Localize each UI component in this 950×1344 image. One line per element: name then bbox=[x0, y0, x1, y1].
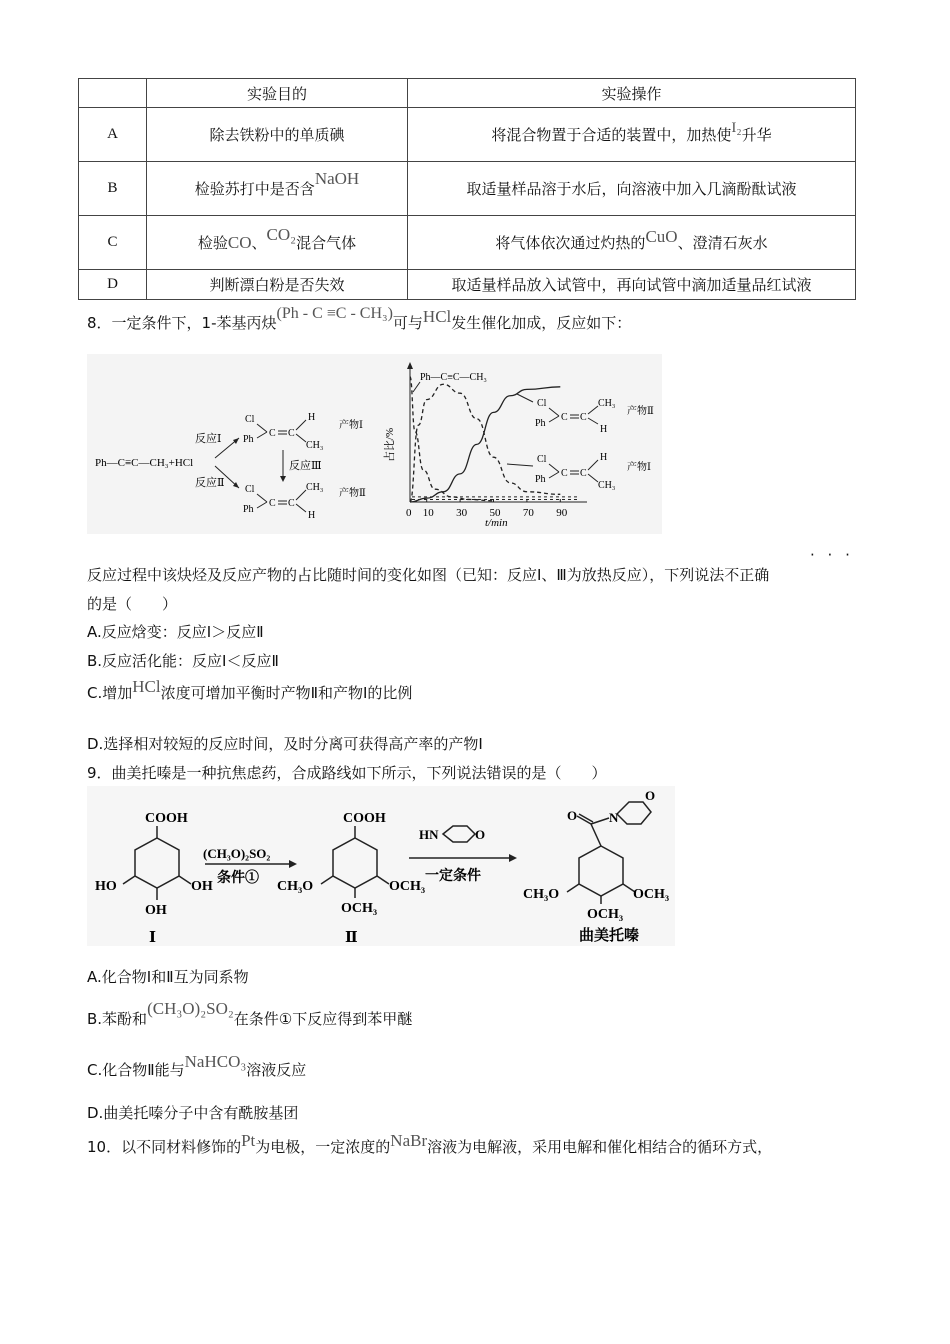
product-2-label: 产物Ⅱ bbox=[339, 488, 366, 499]
table-row bbox=[79, 108, 856, 162]
option-text: 在条件①下反应得到苯甲醚 bbox=[233, 1010, 413, 1028]
chem-formula: NaBr bbox=[390, 1131, 428, 1150]
reaction-3-label: 反应Ⅲ bbox=[289, 460, 322, 472]
table-header-operation: 实验操作 bbox=[408, 79, 856, 108]
chem-formula: CO bbox=[227, 233, 252, 252]
reaction-1-label: 反应Ⅰ bbox=[195, 433, 222, 445]
table-row bbox=[79, 162, 856, 216]
q9-option-c[interactable] bbox=[87, 1052, 307, 1080]
q10-text: 为电极，一定浓度的 bbox=[255, 1138, 391, 1156]
svg-text:Ph: Ph bbox=[243, 434, 254, 445]
svg-text:Cl: Cl bbox=[245, 414, 255, 425]
trimetozine-o: O bbox=[567, 808, 578, 823]
trimetozine-och3-bottom: OCH₃ bbox=[587, 907, 624, 922]
op-text: 将气体依次通过灼热的 bbox=[495, 234, 646, 252]
arrow-head bbox=[509, 854, 517, 862]
purpose-text: 、 bbox=[251, 234, 267, 252]
chem-formula: HCl bbox=[422, 307, 452, 326]
row-purpose bbox=[147, 216, 408, 270]
x-tick-label: 70 bbox=[522, 507, 534, 519]
svg-text:C: C bbox=[288, 428, 295, 439]
svg-text:H: H bbox=[308, 510, 316, 521]
morpholine-hn: HN bbox=[419, 827, 439, 842]
experiment-table bbox=[78, 78, 856, 300]
option-text: C.化合物Ⅱ能与 bbox=[87, 1061, 185, 1079]
purpose-text: 检验苏打中是否含 bbox=[194, 180, 315, 198]
svg-text:CH₃: CH₃ bbox=[306, 440, 324, 451]
q8-option-d[interactable]: D.选择相对较短的反应时间，及时分离可获得高产率的产物Ⅰ bbox=[87, 735, 483, 753]
series-label-reactant: Ph—C≡C—CH₃ bbox=[420, 372, 487, 383]
table-header-row bbox=[79, 79, 856, 108]
reaction-2-label: 反应Ⅱ bbox=[195, 477, 225, 489]
arrow-head bbox=[289, 860, 297, 868]
q10-text: 10．以不同材料修饰的 bbox=[87, 1138, 242, 1156]
compound-2-och3-bottom: OCH₃ bbox=[341, 901, 378, 916]
row-operation: 取适量样品放入试管中，再向试管中滴加适量品红试液 bbox=[408, 270, 856, 300]
q10-text: 溶液为电解液，采用电解和催化相结合的循环方式， bbox=[427, 1138, 773, 1156]
compound-1-cooh: COOH bbox=[145, 811, 188, 826]
compound-1-ho: HO bbox=[95, 879, 117, 894]
emphasis-dots: · · · bbox=[810, 546, 854, 564]
product-1-label: 产物Ⅰ bbox=[339, 420, 363, 431]
row-label: A bbox=[79, 108, 147, 162]
chem-formula: (CH₃O)₂SO₂ bbox=[147, 999, 234, 1018]
row-purpose bbox=[147, 162, 408, 216]
compound-2-label: Ⅱ bbox=[345, 930, 358, 946]
svg-text:C: C bbox=[580, 468, 587, 479]
chem-formula: I₂ bbox=[731, 120, 742, 136]
x-tick-label: 10 bbox=[422, 507, 434, 519]
option-text: 溶液反应 bbox=[246, 1061, 307, 1079]
condition-1: 条件① bbox=[217, 871, 259, 886]
svg-text:Ph: Ph bbox=[243, 504, 254, 515]
trimetozine-ch3o: CH₃O bbox=[523, 887, 560, 902]
morpholine-o: O bbox=[475, 827, 486, 842]
ratio-time-chart bbox=[382, 362, 654, 529]
chart-product-2-structure bbox=[535, 398, 615, 435]
table-header-purpose: 实验目的 bbox=[147, 79, 408, 108]
leader-line bbox=[507, 464, 533, 466]
svg-text:C: C bbox=[269, 428, 276, 439]
row-operation: 取适量样品溶于水后，向溶液中加入几滴酚酞试液 bbox=[408, 162, 856, 216]
q9-synthesis-scheme bbox=[87, 786, 675, 946]
x-tick-label: 30 bbox=[456, 507, 468, 519]
q8-stem bbox=[87, 305, 632, 333]
compound-1-structure bbox=[123, 826, 191, 900]
purpose-text: 混合气体 bbox=[296, 234, 357, 252]
compound-2-och3-right: OCH₃ bbox=[389, 879, 426, 894]
leader-line bbox=[413, 382, 420, 392]
q9-option-d[interactable]: D.曲美托嗪分子中含有酰胺基团 bbox=[87, 1104, 299, 1122]
svg-text:Cl: Cl bbox=[537, 398, 547, 409]
q8-text: 可与 bbox=[392, 314, 423, 332]
q8-desc-line2: 的是（ ） bbox=[87, 595, 178, 613]
chem-formula: NaHCO₃ bbox=[184, 1052, 247, 1071]
q10-stem bbox=[87, 1131, 773, 1157]
trimetozine-och3-right: OCH₃ bbox=[633, 887, 670, 902]
compound-1-oh-right: OH bbox=[191, 879, 213, 894]
morpholine-reagent bbox=[443, 826, 475, 842]
chart-product-1-label: 产物Ⅰ bbox=[627, 462, 651, 473]
x-tick-label: 50 bbox=[489, 507, 501, 519]
product-2-structure bbox=[243, 482, 323, 521]
q8-figure-svg bbox=[87, 354, 662, 534]
q8-text: 8．一定条件下，1-苯基丙炔 bbox=[87, 314, 277, 332]
q8-option-b[interactable]: B.反应活化能：反应Ⅰ＜反应Ⅱ bbox=[87, 652, 279, 670]
purpose-text: 检验 bbox=[197, 234, 228, 252]
option-text: C.增加 bbox=[87, 684, 133, 702]
q9-scheme-svg bbox=[87, 786, 675, 946]
trimetozine-ring-o: O bbox=[645, 788, 656, 803]
trimetozine-label: 曲美托嗪 bbox=[579, 928, 640, 944]
svg-text:C: C bbox=[561, 412, 568, 423]
compound-1-label: Ⅰ bbox=[149, 930, 157, 946]
leader-line bbox=[517, 394, 533, 402]
q9-stem: 9．曲美托嗪是一种抗焦虑药，合成路线如下所示，下列说法错误的是（ ） bbox=[87, 764, 607, 782]
svg-text:C: C bbox=[580, 412, 587, 423]
trimetozine-n: N bbox=[609, 810, 619, 825]
op-text: 、澄清石灰水 bbox=[677, 234, 768, 252]
op-text: 将混合物置于合适的装置中，加热使 bbox=[491, 126, 732, 144]
x-tick-label: 0 bbox=[406, 507, 412, 519]
table-row bbox=[79, 270, 856, 300]
svg-text:CH₃: CH₃ bbox=[306, 482, 324, 493]
q8-option-a[interactable]: A.反应焓变：反应Ⅰ＞反应Ⅱ bbox=[87, 623, 264, 641]
x-axis-label: t/min bbox=[485, 517, 508, 529]
svg-text:H: H bbox=[308, 412, 316, 423]
svg-text:Cl: Cl bbox=[537, 454, 547, 465]
q8-desc-line1: 反应过程中该炔烃及反应产物的占比随时间的变化如图（已知：反应Ⅰ、Ⅲ为放热反应），下列说法不正确 bbox=[87, 566, 770, 584]
row-purpose: 判断漂白粉是否失效 bbox=[147, 270, 408, 300]
svg-text:Ph: Ph bbox=[535, 474, 546, 485]
row-label: D bbox=[79, 270, 147, 300]
row-operation bbox=[408, 216, 856, 270]
arrow-head bbox=[233, 438, 239, 444]
chem-formula: CuO bbox=[645, 227, 678, 246]
y-axis-label: 占比/% bbox=[384, 427, 396, 462]
svg-text:H: H bbox=[600, 424, 608, 435]
chart-product-2-label: 产物Ⅱ bbox=[627, 406, 654, 417]
compound-2-ch3o: CH₃O bbox=[277, 879, 314, 894]
row-label: C bbox=[79, 216, 147, 270]
arrow-head bbox=[280, 476, 286, 482]
chem-formula: NaOH bbox=[314, 169, 360, 188]
compound-2-structure bbox=[321, 826, 389, 898]
chem-formula: Pt bbox=[241, 1131, 256, 1150]
q8-figure bbox=[87, 354, 662, 534]
chart-product-1-structure bbox=[535, 452, 615, 491]
y-axis-arrow bbox=[407, 362, 413, 369]
q8-option-c[interactable] bbox=[87, 677, 413, 703]
table-row bbox=[79, 216, 856, 270]
compound-1-oh-bottom: OH bbox=[145, 903, 167, 918]
svg-text:Cl: Cl bbox=[245, 484, 255, 495]
q8-text: 发生催化加成，反应如下： bbox=[451, 314, 632, 332]
chem-formula: (Ph - C ≡C - CH₃) bbox=[276, 305, 393, 322]
svg-text:H: H bbox=[600, 452, 608, 463]
svg-text:C: C bbox=[288, 498, 295, 509]
svg-text:C: C bbox=[561, 468, 568, 479]
svg-text:Ph: Ph bbox=[535, 418, 546, 429]
reactant-label: Ph—C≡C—CH₃+HCl bbox=[95, 457, 194, 469]
product-1-structure bbox=[243, 412, 323, 451]
condition-2: 一定条件 bbox=[425, 869, 481, 884]
option-text: 浓度可增加平衡时产物Ⅱ和产物Ⅰ的比例 bbox=[160, 684, 413, 702]
q9-option-b[interactable] bbox=[87, 999, 413, 1029]
row-label: B bbox=[79, 162, 147, 216]
chem-formula: CO₂ bbox=[266, 225, 297, 244]
option-text: B.苯酚和 bbox=[87, 1010, 148, 1028]
reagent-1: (CH₃O)₂SO₂ bbox=[203, 846, 271, 861]
compound-2-cooh: COOH bbox=[343, 811, 386, 826]
op-text: 升华 bbox=[741, 126, 772, 144]
q9-option-a[interactable]: A.化合物Ⅰ和Ⅱ互为同系物 bbox=[87, 968, 249, 986]
x-tick-label: 90 bbox=[556, 507, 568, 519]
row-operation bbox=[408, 108, 856, 162]
svg-text:C: C bbox=[269, 498, 276, 509]
table-header-blank bbox=[79, 79, 147, 108]
chem-formula: HCl bbox=[132, 677, 161, 696]
svg-text:CH₃: CH₃ bbox=[598, 398, 616, 409]
svg-text:CH₃: CH₃ bbox=[598, 480, 616, 491]
row-purpose: 除去铁粉中的单质碘 bbox=[147, 108, 408, 162]
